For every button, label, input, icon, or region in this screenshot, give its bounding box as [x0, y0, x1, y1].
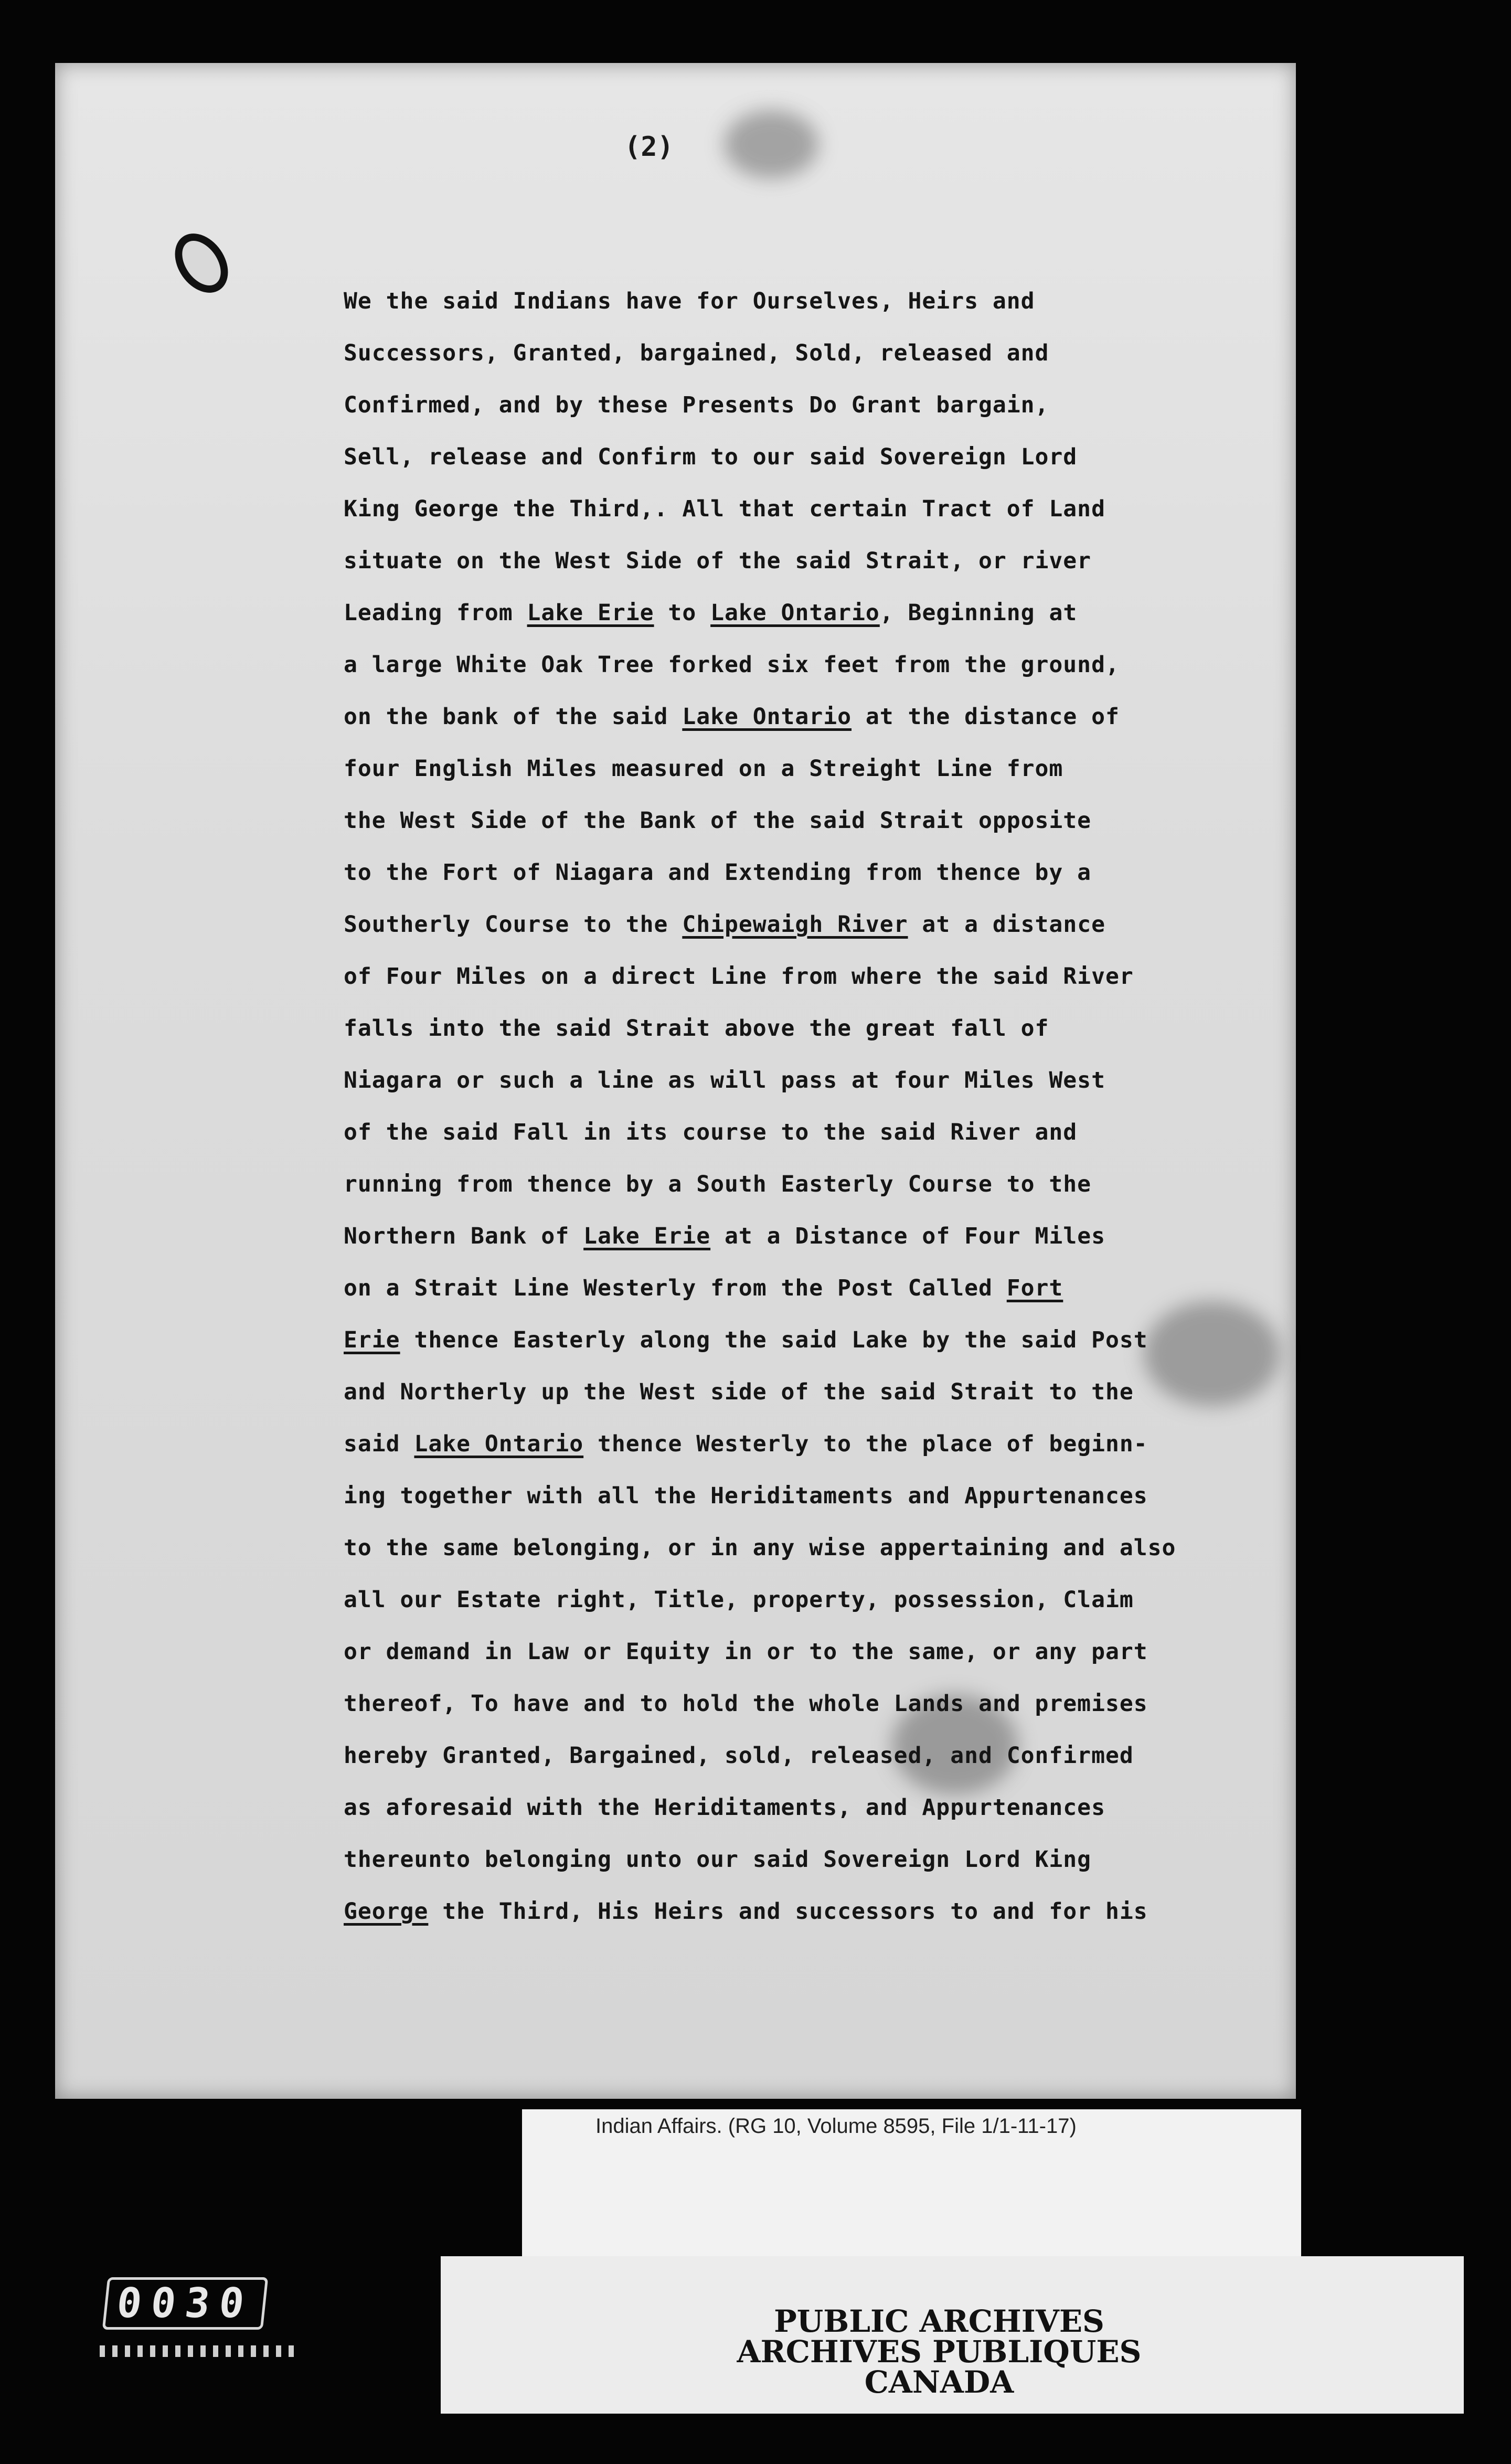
text-line	[344, 1210, 1288, 1262]
text-line	[344, 1003, 1288, 1055]
text-segment: Niagara or such a line as will pass at four Miles West	[344, 1067, 1105, 1093]
text-line	[344, 1470, 1288, 1522]
text-line	[344, 1678, 1288, 1730]
text-line	[344, 1262, 1288, 1314]
text-line	[344, 691, 1288, 743]
text-segment: running from thence by a South Easterly Course to the	[344, 1171, 1092, 1197]
underlined-place-name: George	[344, 1898, 429, 1925]
text-segment: the Third, His Heirs and successors to and for his	[428, 1898, 1148, 1925]
text-segment: , Beginning at	[879, 600, 1078, 626]
text-segment: or demand in Law or Equity in or to the same, or any part	[344, 1639, 1148, 1665]
text-segment: Sell, release and Confirm to our said Sovereign Lord	[344, 444, 1078, 470]
text-line	[344, 431, 1288, 483]
text-line	[344, 1730, 1288, 1782]
stamp-line-1: PUBLIC ARCHIVES	[774, 2303, 1104, 2339]
text-line	[344, 379, 1288, 431]
text-segment: a large White Oak Tree forked six feet from the ground,	[344, 652, 1120, 678]
archive-stamp	[703, 2303, 1175, 2400]
text-segment: hereby Granted, Bargained, sold, released, and Confirmed	[344, 1743, 1134, 1769]
text-segment: thereunto belonging unto our said Sovereign Lord King	[344, 1846, 1092, 1873]
microfilm-frame-number: 0030	[102, 2277, 268, 2330]
underlined-place-name: Lake Ontario	[710, 600, 880, 626]
underlined-place-name: Lake Ontario	[682, 704, 852, 730]
text-line	[344, 1418, 1288, 1470]
text-segment: of Four Miles on a direct Line from where the said River	[344, 963, 1134, 990]
text-segment: Northern Bank of	[344, 1223, 584, 1249]
text-line	[344, 1574, 1288, 1626]
text-line	[344, 535, 1288, 587]
text-segment: as aforesaid with the Heriditaments, and Appurtenances	[344, 1794, 1105, 1821]
page-number: (2)	[624, 131, 674, 163]
text-segment: all our Estate right, Title, property, possession, Claim	[344, 1587, 1134, 1613]
text-segment: four English Miles measured on a Streight Line from	[344, 756, 1063, 782]
deed-body-text	[344, 275, 1288, 1938]
text-segment: falls into the said Strait above the great fall of	[344, 1015, 1049, 1042]
underlined-place-name: Lake Ontario	[414, 1431, 584, 1457]
text-line	[344, 847, 1288, 899]
text-segment: the West Side of the Bank of the said Strait opposite	[344, 808, 1092, 834]
stamp-line-2: ARCHIVES PUBLIQUES	[737, 2334, 1142, 2370]
text-segment: ing together with all the Heriditaments and Appurtenances	[344, 1483, 1148, 1509]
text-segment: and Northerly up the West side of the said Strait to the	[344, 1379, 1134, 1405]
text-segment: of the said Fall in its course to the said River and	[344, 1119, 1078, 1145]
text-segment: to	[654, 600, 711, 626]
text-segment: at a distance	[908, 911, 1105, 938]
text-segment: said	[344, 1431, 414, 1457]
text-line	[344, 327, 1288, 379]
underlined-place-name: Erie	[344, 1327, 400, 1353]
underlined-place-name: Lake Erie	[583, 1223, 711, 1249]
text-line	[344, 587, 1288, 639]
text-segment: Leading from	[344, 600, 527, 626]
text-line	[344, 1834, 1288, 1886]
text-line	[344, 1366, 1288, 1418]
text-segment: King George the Third,. All that certain Tract of Land	[344, 496, 1105, 522]
text-segment: thence Easterly along the said Lake by the said Post	[400, 1327, 1148, 1353]
text-line	[344, 743, 1288, 795]
underlined-place-name: Fort	[1006, 1275, 1063, 1301]
text-segment: situate on the West Side of the said Strait, or river	[344, 548, 1092, 574]
text-line	[344, 795, 1288, 847]
text-segment: Confirmed, and by these Presents Do Grant bargain,	[344, 392, 1049, 418]
text-line	[344, 951, 1288, 1003]
text-segment: on a Strait Line Westerly from the Post Called	[344, 1275, 1007, 1301]
text-line	[344, 1626, 1288, 1678]
text-line	[344, 1522, 1288, 1574]
text-line	[344, 1782, 1288, 1834]
text-segment: thence Westerly to the place of beginn-	[583, 1431, 1148, 1457]
text-segment: to the same belonging, or in any wise appertaining and also	[344, 1535, 1176, 1561]
ink-smudge	[724, 110, 818, 178]
text-segment: thereof, To have and to hold the whole Lands and premises	[344, 1691, 1148, 1717]
underlined-place-name: Lake Erie	[527, 600, 654, 626]
text-segment: We the said Indians have for Ourselves, Heirs and	[344, 288, 1035, 314]
text-line	[344, 1886, 1288, 1938]
text-segment: at the distance of	[852, 704, 1120, 730]
text-line	[344, 899, 1288, 951]
text-segment: Successors, Granted, bargained, Sold, released and	[344, 340, 1049, 366]
text-line	[344, 1159, 1288, 1210]
text-line	[344, 483, 1288, 535]
text-line	[344, 639, 1288, 691]
text-segment: at a Distance of Four Miles	[710, 1223, 1105, 1249]
text-segment: Southerly Course to the	[344, 911, 683, 938]
text-line	[344, 1107, 1288, 1159]
archive-reference: Indian Affairs. (RG 10, Volume 8595, File 1/1-11-17)	[595, 2115, 1077, 2138]
text-line	[344, 1055, 1288, 1107]
text-segment: to the Fort of Niagara and Extending from thence by a	[344, 859, 1092, 886]
text-line	[344, 1314, 1288, 1366]
stamp-line-3: CANADA	[864, 2364, 1014, 2400]
text-segment: on the bank of the said	[344, 704, 683, 730]
film-sprocket-strip	[100, 2345, 299, 2357]
underlined-place-name: Chipewaigh River	[682, 911, 908, 938]
text-line	[344, 275, 1288, 327]
